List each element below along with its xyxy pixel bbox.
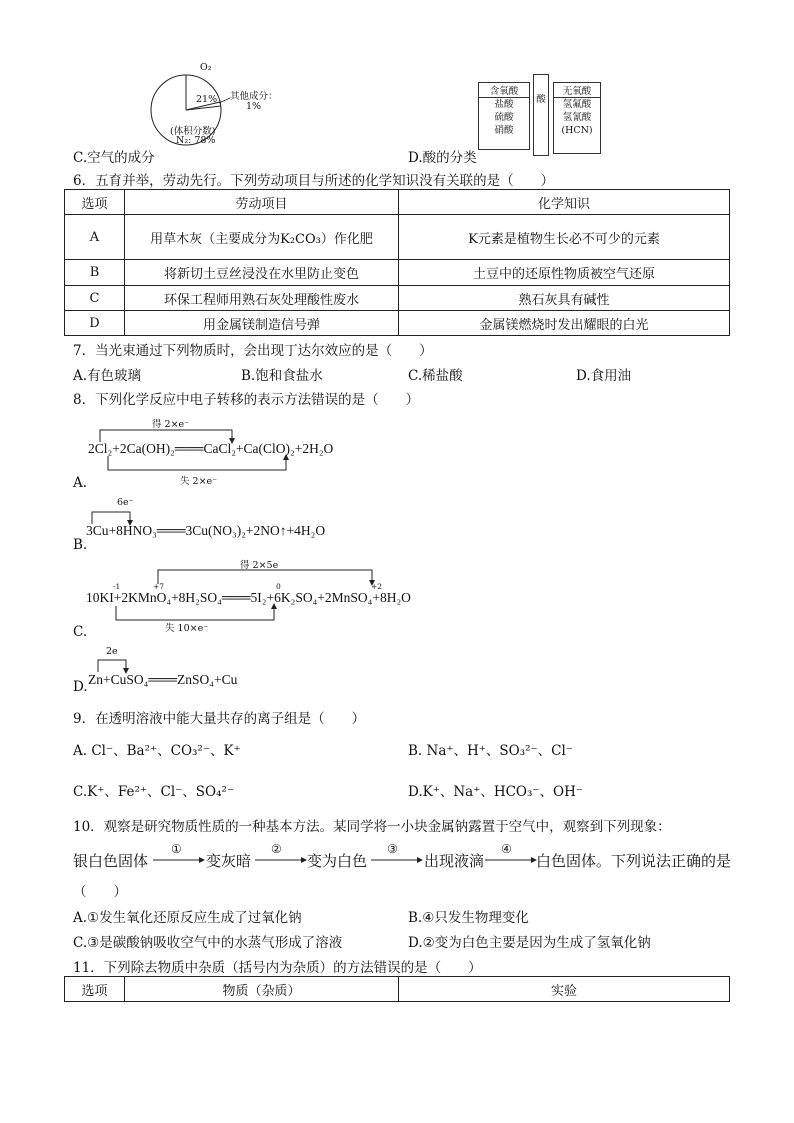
option-c-air: C.空气的成分 [73, 150, 155, 166]
question-7-option: D.食用油 [576, 368, 632, 384]
oxidation-state: +7 [153, 582, 165, 591]
option-b-label: B. [73, 537, 88, 553]
table-cell: C [65, 286, 125, 311]
option-d-label: D. [73, 679, 88, 695]
question-11-table [64, 976, 730, 1002]
chain-step: ② [271, 842, 282, 856]
question-6-stem: 6．五育并举，劳动先行。下列劳动项目与所述的化学知识没有关联的是（ ） [73, 173, 555, 189]
option-a-gain-label: 得 2×e⁻ [152, 419, 190, 430]
arrow-icon [153, 856, 205, 864]
question-9-stem: 9．在透明溶液中能大量共存的离子组是（ ） [73, 711, 366, 727]
table-cell: D [65, 311, 125, 336]
question-11-stem: 11．下列除去物质中杂质（括号内为杂质）的方法错误的是（ ） [73, 960, 482, 976]
option-b-transfer-label: 6e⁻ [117, 497, 134, 508]
n2-label: N₂: 78% [176, 135, 216, 146]
option-c-equation: 10KI+2KMnO₄+8H₂SO₄═══5I₂+6K₂SO₄+2MnSO₄+8H₂O [86, 590, 411, 605]
question-10-option: C.③是碳酸钠吸收空气中的水蒸气形成了溶液 [73, 935, 343, 951]
question-9-option: A. Cl⁻、Ba²⁺、CO₃²⁻、K⁺ [73, 743, 241, 759]
arrow-icon [371, 856, 423, 864]
option-c-label: C. [73, 624, 88, 640]
arrow-icon [255, 856, 307, 864]
option-d-arrow [86, 654, 136, 674]
table-cell: 用金属镁制造信号弹 [125, 311, 399, 336]
oxidation-state: 0 [276, 582, 281, 591]
option-d-acid: D.酸的分类 [408, 150, 477, 166]
question-7-option: B.饱和食盐水 [241, 368, 323, 384]
table-cell: B [65, 260, 125, 286]
oxyacid-title: 含氧酸 [479, 83, 529, 98]
chain-state: 白色固体。下列说法正确的是 [536, 852, 732, 870]
air-composition-figure [150, 60, 290, 150]
o2-percent: 21% [196, 94, 218, 105]
table-cell: 熟石灰具有碱性 [399, 286, 730, 311]
oxyacid-item: 盐酸 [494, 99, 514, 110]
option-c-gain-label: 得 2×5e [240, 560, 279, 571]
table-cell: 环保工程师用熟石灰处理酸性废水 [125, 286, 399, 311]
chain-state: 变灰暗 [206, 852, 252, 870]
question-10-option: A.①发生氧化还原反应生成了过氧化钠 [73, 910, 302, 926]
option-d-transfer-label: 2e [106, 646, 118, 657]
question-7-stem: 7．当光束通过下列物质时，会出现丁达尔效应的是（ ） [73, 343, 433, 359]
non-oxyacid-title: 无氧酸 [554, 83, 600, 98]
question-9-option: C.K⁺、Fe²⁺、Cl⁻、SO₄²⁻ [73, 784, 235, 800]
table-cell: 用草木灰（主要成分为K₂CO₃）作化肥 [125, 215, 399, 260]
question-10-paren: （ ） [73, 884, 127, 900]
chain-state: 银白色固体 [73, 852, 149, 870]
option-a-equation: 2Cl₂+2Ca(OH)₂═══CaCl₂+Ca(ClO)₂+2H₂O [88, 441, 334, 456]
chain-step: ④ [501, 842, 512, 856]
non-oxyacid-item: (HCN) [561, 125, 593, 136]
chain-step: ③ [387, 842, 398, 856]
question-10-option: D.②变为白色主要是因为生成了氢氧化钠 [408, 935, 651, 951]
table-cell: A [65, 215, 125, 260]
option-d-equation: Zn+CuSO₄═══ZnSO₄+Cu [88, 672, 238, 687]
acid-classification-figure [478, 74, 603, 156]
table-cell: K元素是植物生长必不可少的元素 [399, 215, 730, 260]
table-header: 劳动项目 [125, 190, 399, 215]
o2-label: O₂ [200, 62, 212, 73]
pie-caption: (体积分数) [170, 126, 216, 137]
table-cell: 土豆中的还原性物质被空气还原 [399, 260, 730, 286]
table-header: 化学知识 [399, 190, 730, 215]
question-7-option: C.稀盐酸 [408, 368, 463, 384]
oxyacid-item: 硫酸 [494, 112, 514, 123]
chain-state: 变为白色 [307, 852, 368, 870]
table-cell: 将新切土豆丝浸没在水里防止变色 [125, 260, 399, 286]
chain-state: 出现液滴 [424, 852, 485, 870]
arrow-icon [485, 856, 537, 864]
option-a-loss-label: 失 2×e⁻ [180, 476, 218, 487]
table-cell: 金属镁燃烧时发出耀眼的白光 [399, 311, 730, 336]
question-9-option: B. Na⁺、H⁺、SO₃²⁻、Cl⁻ [408, 743, 573, 759]
chain-step: ① [171, 842, 182, 856]
oxidation-state: -1 [113, 582, 121, 591]
option-b-equation: 3Cu+8HNO₃═══3Cu(NO₃)₂+2NO↑+4H₂O [86, 523, 326, 538]
non-oxyacid-item: 氢氰酸 [562, 112, 592, 123]
question-8-stem: 8．下列化学反应中电子转移的表示方法错误的是（ ） [73, 392, 420, 408]
oxidation-state: +2 [371, 582, 383, 591]
table-header: 实验 [399, 977, 730, 1002]
question-7-option: A.有色玻璃 [73, 368, 142, 384]
other-percent: 1% [246, 101, 262, 112]
question-6-table [64, 189, 730, 336]
table-header: 选项 [65, 977, 125, 1002]
non-oxyacid-item: 氢氟酸 [562, 99, 592, 110]
acid-spine-label: 酸 [536, 94, 546, 105]
table-header: 选项 [65, 190, 125, 215]
option-a-label: A. [73, 475, 88, 491]
oxyacid-item: 硝酸 [494, 125, 514, 136]
question-10-option: B.④只发生物理变化 [408, 910, 529, 926]
table-header: 物质（杂质） [125, 977, 399, 1002]
question-9-option: D.K⁺、Na⁺、HCO₃⁻、OH⁻ [408, 784, 584, 800]
option-c-loss-label: 失 10×e⁻ [165, 623, 209, 634]
question-10-stem: 10．观察是研究物质性质的一种基本方法。某同学将一小块金属钠露置于空气中，观察到下列现象： [73, 819, 671, 835]
other-label: 其他成分： [230, 91, 278, 102]
